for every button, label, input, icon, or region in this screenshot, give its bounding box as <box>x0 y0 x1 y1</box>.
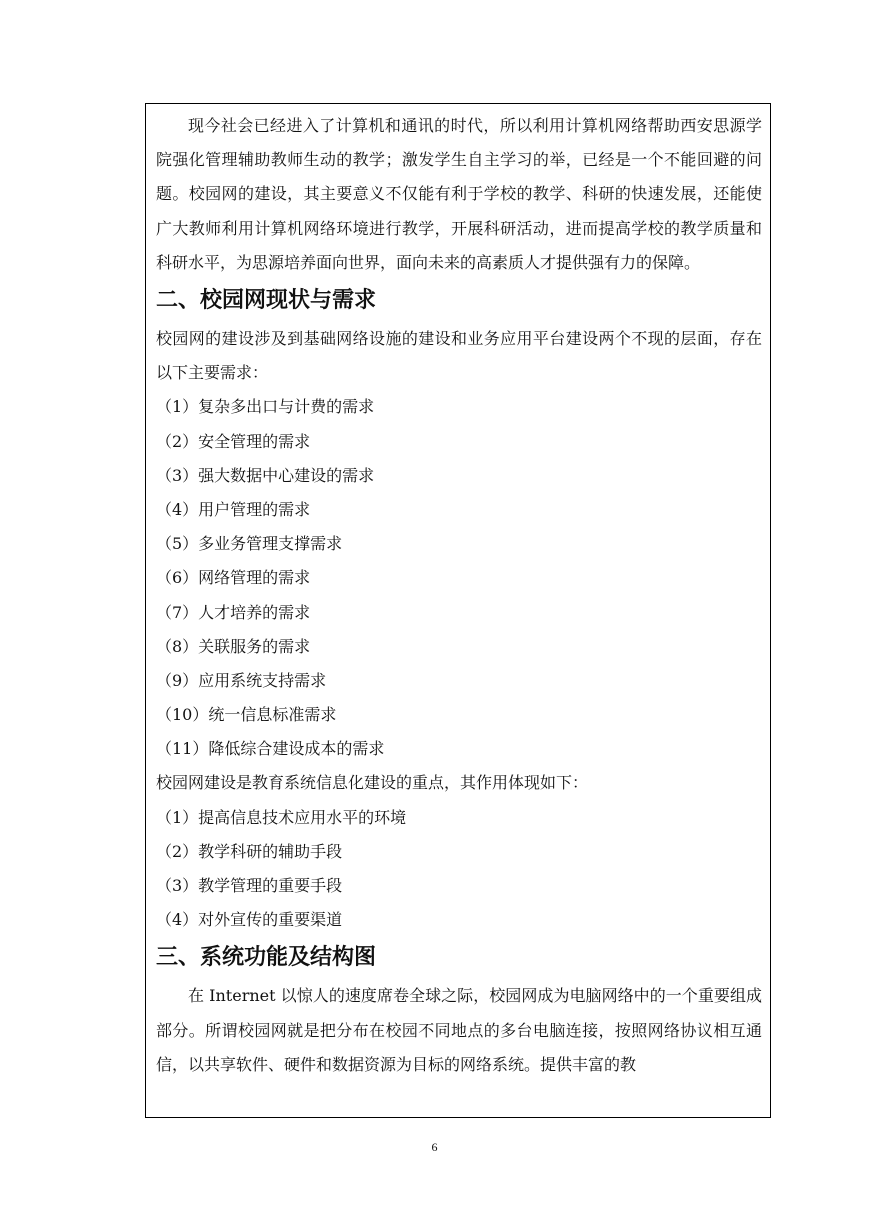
section-2-intro: 校园网的建设涉及到基础网络设施的建设和业务应用平台建设两个不现的层面，存在以下主要需求： <box>156 329 762 383</box>
list-item: （7）人才培养的需求 <box>156 602 311 622</box>
list-item: （2）安全管理的需求 <box>156 431 311 451</box>
list-item: （3）教学管理的重要手段 <box>156 876 343 896</box>
list-item: （4）对外宣传的重要渠道 <box>156 910 343 930</box>
list-item: （1）提高信息技术应用水平的环境 <box>156 807 407 827</box>
list-item: （2）教学科研的辅助手段 <box>156 841 343 861</box>
roles-intro: 校园网建设是教育系统信息化建设的重点，其作用体现如下： <box>156 773 589 793</box>
list-item: （4）用户管理的需求 <box>156 499 311 519</box>
intro-paragraph: 现今社会已经进入了计算机和通讯的时代，所以利用计算机网络帮助西安思源学院强化管理辅助教师生动的教学；激发学生自主学习的举，已经是一个不能回避的问题。校园网的建设，其主要意义不仅能有利于学校的教学、科研的快速发展，还能使广大教师利用计算机网络环境进行教学，开展科研活动，进而提高学校的教学质量和科研水平，为思源培养面向世界，面向未来的高素质人才提供强有力的保障。 <box>156 116 762 272</box>
list-item: （11）降低综合建设成本的需求 <box>156 739 385 759</box>
list-item: （5）多业务管理支撑需求 <box>156 534 343 554</box>
list-item: （8）关联服务的需求 <box>156 636 311 656</box>
roles-list <box>156 801 762 938</box>
document-frame <box>145 103 771 1118</box>
list-item: （9）应用系统支持需求 <box>156 670 327 690</box>
list-item: （10）统一信息标准需求 <box>156 705 337 725</box>
list-item: （3）强大数据中心建设的需求 <box>156 465 375 485</box>
section-3-heading: 三、系统功能及结构图 <box>156 945 377 971</box>
page-number: 6 <box>431 1140 438 1154</box>
needs-list <box>156 390 762 766</box>
section-2-heading: 二、校园网现状与需求 <box>156 288 377 314</box>
list-item: （1）复杂多出口与计费的需求 <box>156 397 375 417</box>
document-body <box>156 109 762 1082</box>
section-3-paragraph: 在 Internet 以惊人的速度席卷全球之际，校园网成为电脑网络中的一个重要组成部分。所谓校园网就是把分布在校园不同地点的多台电脑连接，按照网络协议相互通信，以共享软件、硬件和数据资源为目标的网络系统。提供丰富的教 <box>156 986 762 1074</box>
list-item: （6）网络管理的需求 <box>156 568 311 588</box>
